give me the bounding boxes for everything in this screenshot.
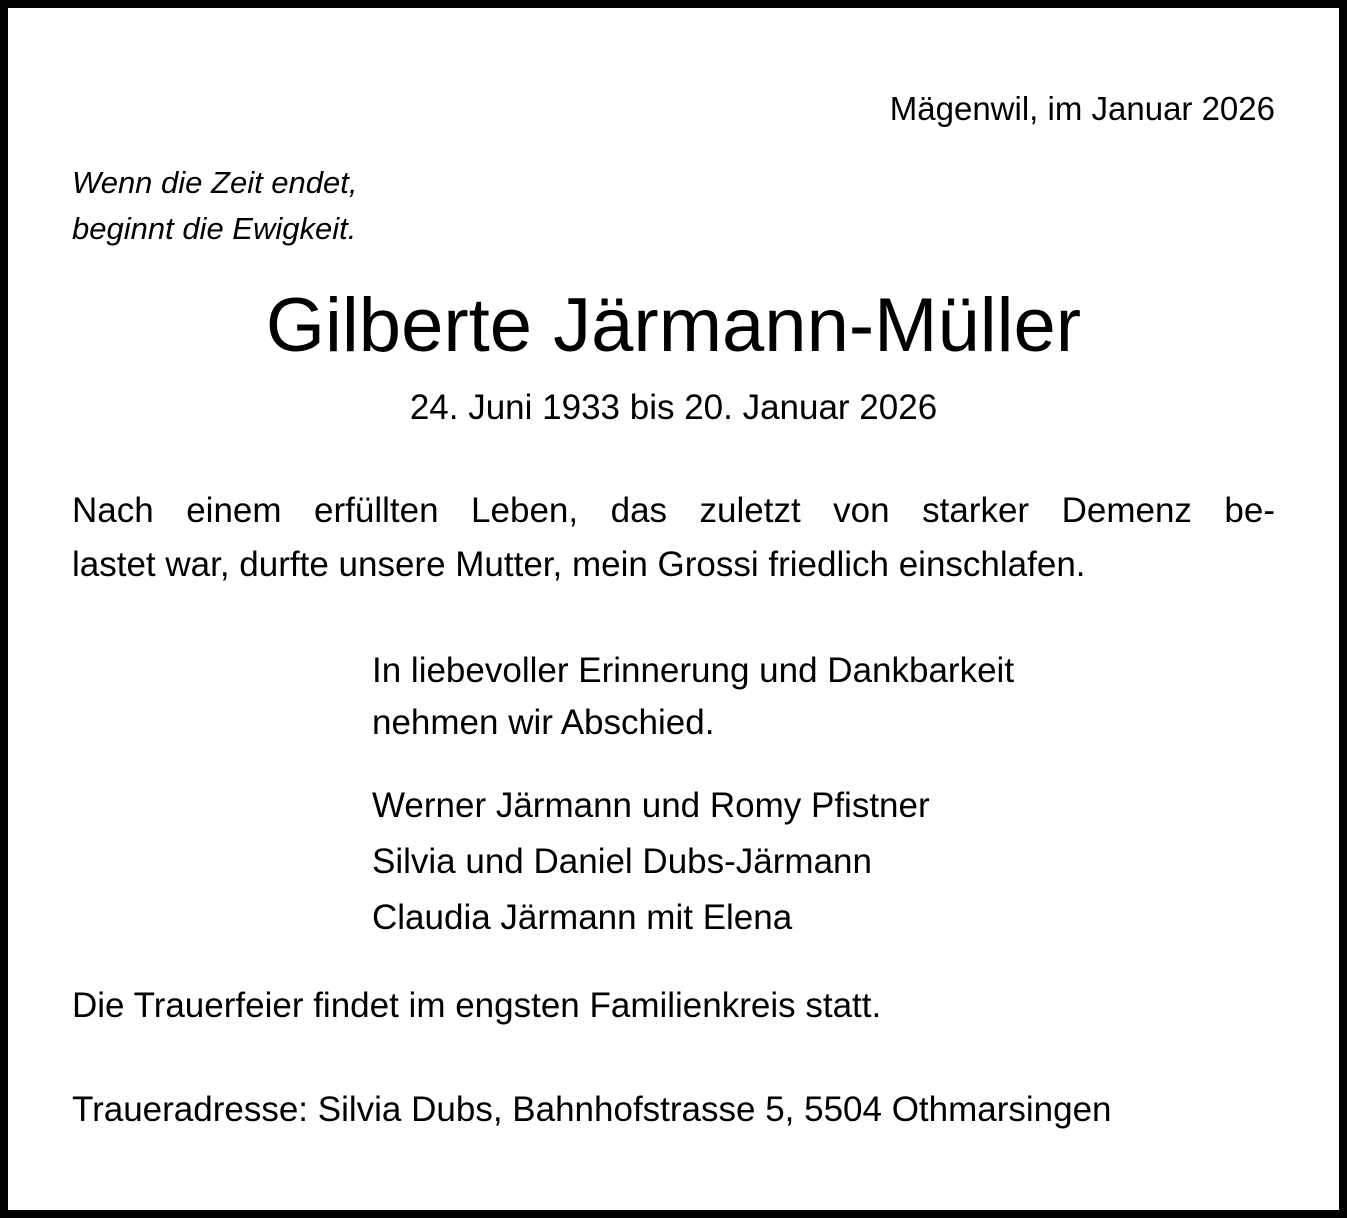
place-date: Mägenwil, im Januar 2026 (889, 90, 1275, 127)
message-line-1: Nach einem erfüllten Leben, das zuletzt von starker Demenz be- (72, 491, 1275, 530)
mourning-address: Traueradresse: Silvia Dubs, Bahnhofstrasse 5, 5504 Othmarsingen (72, 1090, 1112, 1129)
farewell-line-1: In liebevoller Erinnerung und Dankbarkeit (372, 651, 1015, 690)
motto-line-2: beginnt die Ewigkeit. (72, 211, 357, 246)
obituary-message (72, 484, 1275, 592)
mourner-item: Werner Järmann und Romy Pfistner (372, 786, 930, 825)
message-line-2: lastet war, durfte unsere Mutter, mein Grossi friedlich einschlafen. (72, 545, 1086, 584)
mourner-item: Claudia Järmann mit Elena (372, 898, 793, 937)
ceremony-notice: Die Trauerfeier findet im engsten Familienkreis statt. (72, 986, 882, 1025)
farewell-text (372, 645, 1014, 749)
mourners-list (372, 778, 930, 946)
farewell-line-2: nehmen wir Abschied. (372, 703, 715, 742)
mourner-item: Silvia und Daniel Dubs-Järmann (372, 842, 872, 881)
life-dates: 24. Juni 1933 bis 20. Januar 2026 (409, 388, 938, 427)
deceased-name: Gilberte Järmann-Müller (265, 283, 1082, 368)
motto-quote (72, 160, 358, 252)
motto-line-1: Wenn die Zeit endet, (72, 165, 358, 200)
